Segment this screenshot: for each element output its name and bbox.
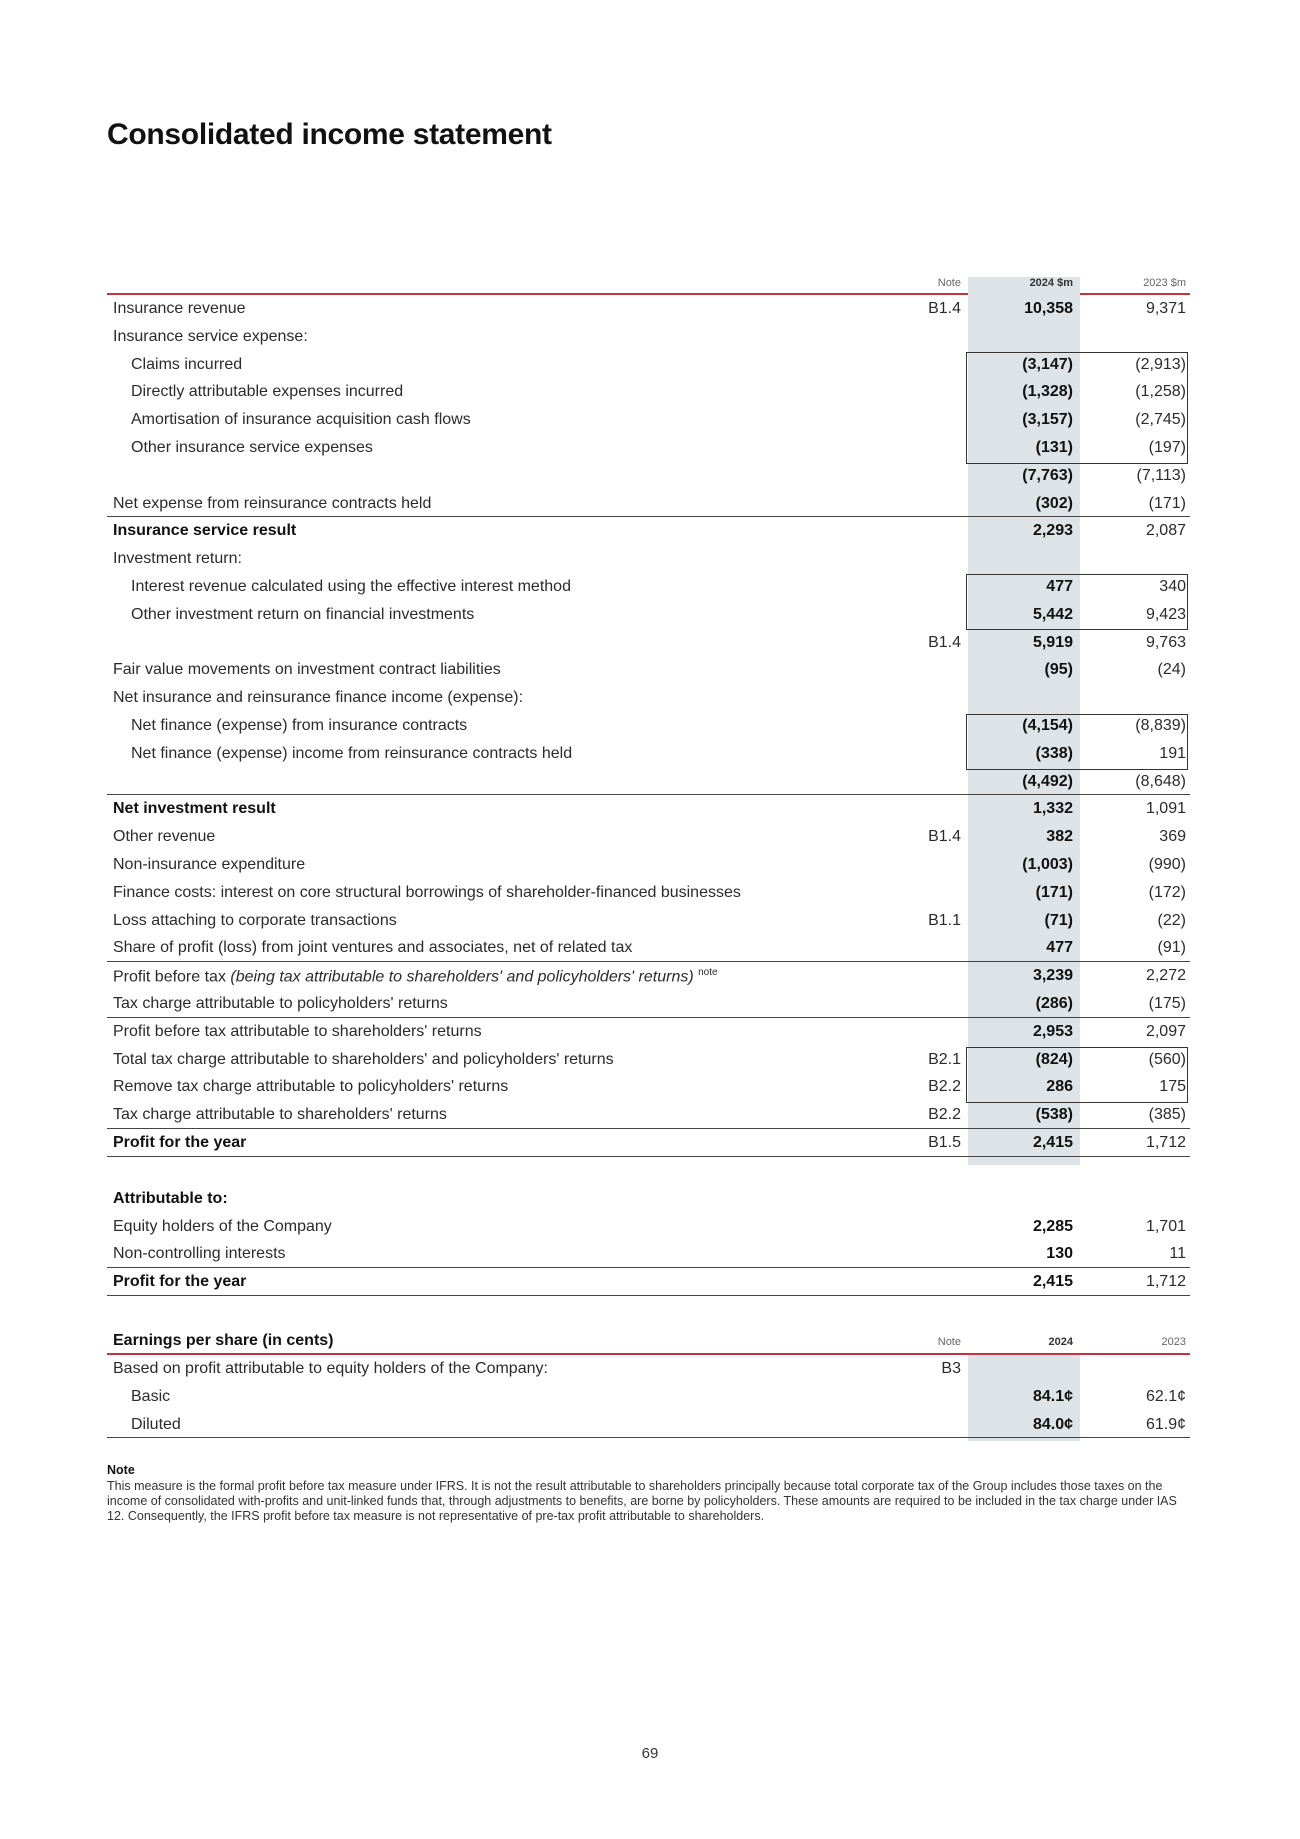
subtotal-row: (7,763) (7,113) [1022, 466, 1186, 484]
table-row: Net finance (expense) income from reinsurance contracts held (338) 191 [131, 744, 1186, 762]
subtotal-row: B1.4 5,919 9,763 [928, 633, 1186, 651]
footnote-heading: Note [107, 1463, 135, 1477]
page-number: 69 [641, 1745, 659, 1762]
table-row: Other insurance service expenses (131) (197) [131, 438, 1186, 456]
table-row: Share of profit (loss) from joint ventures and associates, net of related tax 477 (91) [107, 934, 1190, 962]
table-row: Insurance service expense: [113, 327, 308, 345]
attributable-heading: Attributable to: [113, 1189, 228, 1207]
eps-header: Earnings per share (in cents) Note 2024 2023 [113, 1332, 1186, 1349]
page-title: Consolidated income statement [107, 118, 552, 151]
total-row: Insurance service result 2,293 2,087 [113, 522, 1186, 540]
table-row: Net finance (expense) from insurance contracts (4,154) (8,839) [131, 716, 1186, 734]
table-row: Insurance revenue B1.4 10,358 9,371 [113, 300, 1186, 317]
table-row: Non-controlling interests 130 11 [107, 1240, 1190, 1268]
table-row: Total tax charge attributable to shareholders' and policyholders' returns B2.1 (824) (560) [113, 1050, 1186, 1068]
table-row: Based on profit attributable to equity holders of the Company: B3 [113, 1360, 961, 1377]
table-row: Basic 84.1¢ 62.1¢ [131, 1387, 1186, 1405]
table-row: Profit before tax (being tax attributable to shareholders' and policyholders' returns) $^{note}$ 3,239 2,272 [113, 967, 1186, 986]
table-row: Fair value movements on investment contract liabilities (95) (24) [113, 661, 1186, 679]
table-row: Claims incurred (3,147) (2,913) [131, 355, 1186, 373]
header-current-year: 2024 $m [1029, 277, 1073, 289]
income-statement-table [107, 277, 1190, 1296]
table-row: Interest revenue calculated using the effective interest method 477 340 [131, 577, 1186, 595]
table-header [107, 277, 1190, 293]
table-row: Other revenue B1.4 382 369 [113, 828, 1186, 846]
table-row: Tax charge attributable to shareholders' returns B2.2 (538) (385) [107, 1101, 1190, 1129]
total-row: Profit for the year 2,415 1,712 [107, 1268, 1190, 1296]
header-prior-year: 2023 $m [1143, 277, 1186, 289]
table-row: Amortisation of insurance acquisition cash flows (3,157) (2,745) [131, 411, 1186, 429]
table-row: Profit before tax attributable to shareholders' returns 2,953 2,097 [113, 1022, 1186, 1040]
table-row: Diluted 84.0¢ 61.9¢ [107, 1411, 1190, 1439]
table-row: Net expense from reinsurance contracts held (302) (171) [107, 490, 1190, 518]
header-note: Note [937, 277, 961, 289]
table-row: Net insurance and reinsurance finance income (expense): [113, 689, 524, 707]
table-row: Finance costs: interest on core structural borrowings of shareholder-financed businesses (171) (172) [113, 883, 1186, 901]
table-row: Investment return: [113, 550, 242, 568]
subtotal-row: (4,492) (8,648) [107, 768, 1190, 796]
footnote [107, 1463, 1190, 1524]
table-row: Tax charge attributable to policyholders' returns (286) (175) [107, 990, 1190, 1018]
eps-table [107, 1329, 1190, 1438]
footnote-text: This measure is the formal profit before tax measure under IFRS. It is not the result attributable to shareholders principally because total corporate tax of the Group includes those taxes on the income of consolidated with-profits and unit-linked funds that, through adjustments to benefits, are borne by policyholders. These amounts are required to be included in the tax charge under IAS 12. Consequently, the IFRS profit before tax measure is not representative of pre-tax profit attributable to shareholders. [107, 1479, 1177, 1523]
table-row: Loss attaching to corporate transactions B1.1 (71) (22) [113, 911, 1186, 929]
table-row: Directly attributable expenses incurred (1,328) (1,258) [131, 383, 1186, 401]
table-row: Remove tax charge attributable to policyholders' returns B2.2 286 175 [113, 1078, 1186, 1096]
table-row: Non-insurance expenditure (1,003) (990) [113, 855, 1186, 873]
total-row: Profit for the year B1.5 2,415 1,712 [107, 1129, 1190, 1157]
table-row: Other investment return on financial investments 5,442 9,423 [131, 605, 1186, 623]
total-row: Net investment result 1,332 1,091 [113, 800, 1186, 818]
table-row: Equity holders of the Company 2,285 1,701 [113, 1217, 1186, 1235]
